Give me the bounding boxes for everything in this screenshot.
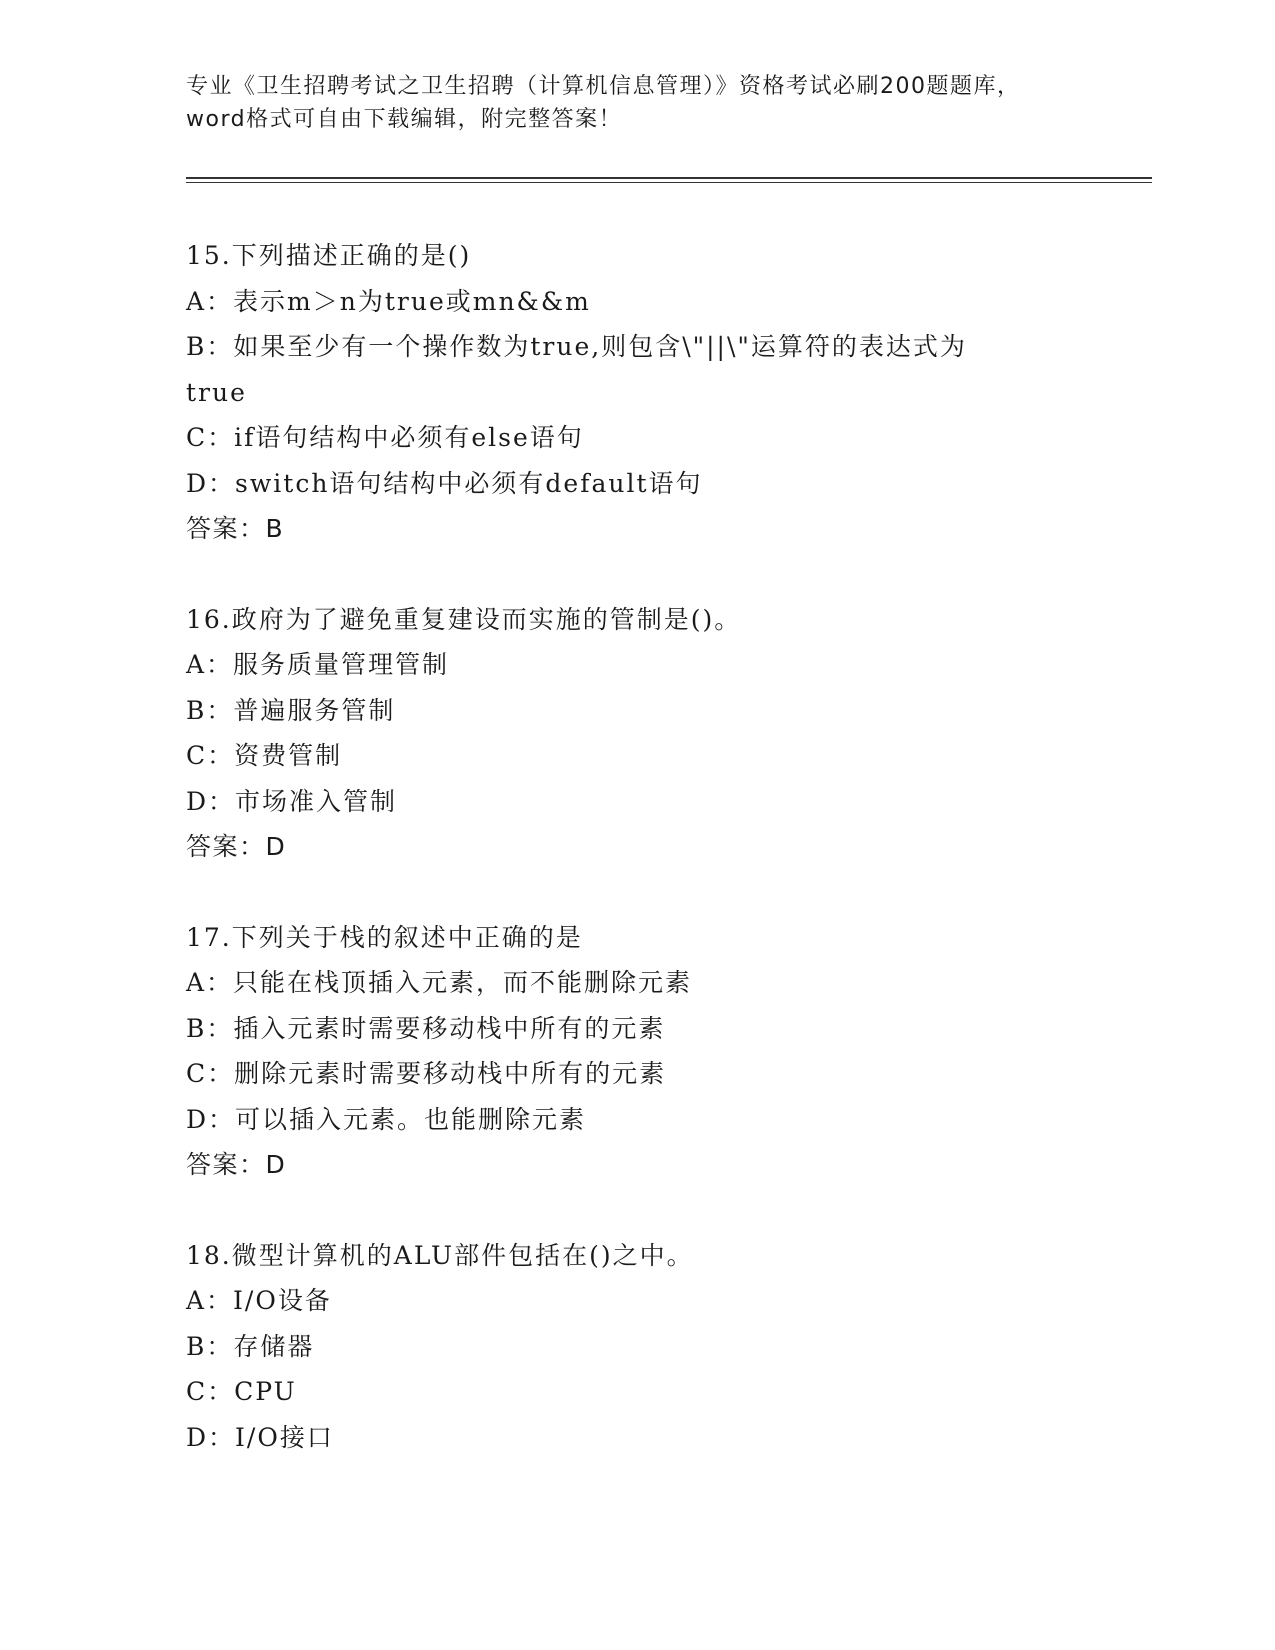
option-b: B：如果至少有一个操作数为true,则包含\"||\"运算符的表达式为 xyxy=(186,332,967,361)
option-d: D：I/O接口 xyxy=(186,1422,334,1452)
question-stem: 18.微型计算机的ALU部件包括在()之中。 xyxy=(186,1240,694,1270)
question-stem: 17.下列关于栈的叙述中正确的是 xyxy=(186,922,583,952)
question-stem: 15.下列描述正确的是() xyxy=(186,241,472,270)
option-d: D：可以插入元素。也能删除元素 xyxy=(186,1104,587,1134)
header-line-2: word格式可自由下载编辑，附完整答案！ xyxy=(186,107,623,132)
option-c: C：删除元素时需要移动栈中所有的元素 xyxy=(186,1059,667,1088)
option-a: A：服务质量管理管制 xyxy=(186,650,450,679)
option-d: D：switch语句结构中必须有default语句 xyxy=(186,468,703,498)
answer-label: 答案：D xyxy=(186,1150,287,1179)
option-c: C：CPU xyxy=(186,1377,297,1406)
option-b: B：插入元素时需要移动栈中所有的元素 xyxy=(186,1013,666,1043)
header-divider-thin xyxy=(186,182,1152,183)
question-stem: 16.政府为了避免重复建设而实施的管制是()。 xyxy=(186,604,742,634)
option-a: A：只能在栈顶插入元素，而不能删除元素 xyxy=(186,968,693,997)
option-b-continued: true xyxy=(186,377,247,407)
option-a: A：表示m＞n为true或mn&&m xyxy=(186,286,591,316)
question-16 xyxy=(186,597,1086,870)
option-b: B：存储器 xyxy=(186,1331,315,1361)
question-18 xyxy=(186,1233,1086,1461)
answer-label: 答案：B xyxy=(186,514,285,543)
question-list xyxy=(186,233,1086,1505)
answer-label: 答案：D xyxy=(186,832,287,861)
question-15 xyxy=(186,233,1086,552)
header-line-1: 专业《卫生招聘考试之卫生招聘（计算机信息管理）》资格考试必刷200题题库， xyxy=(186,74,1021,99)
option-c: C：资费管制 xyxy=(186,741,343,770)
document-header xyxy=(186,70,1086,136)
option-b: B：普遍服务管制 xyxy=(186,695,396,725)
option-d: D：市场准入管制 xyxy=(186,786,398,816)
option-a: A：I/O设备 xyxy=(186,1286,332,1315)
header-divider-thick xyxy=(186,177,1152,179)
option-c: C：if语句结构中必须有else语句 xyxy=(186,423,584,452)
question-17 xyxy=(186,915,1086,1188)
